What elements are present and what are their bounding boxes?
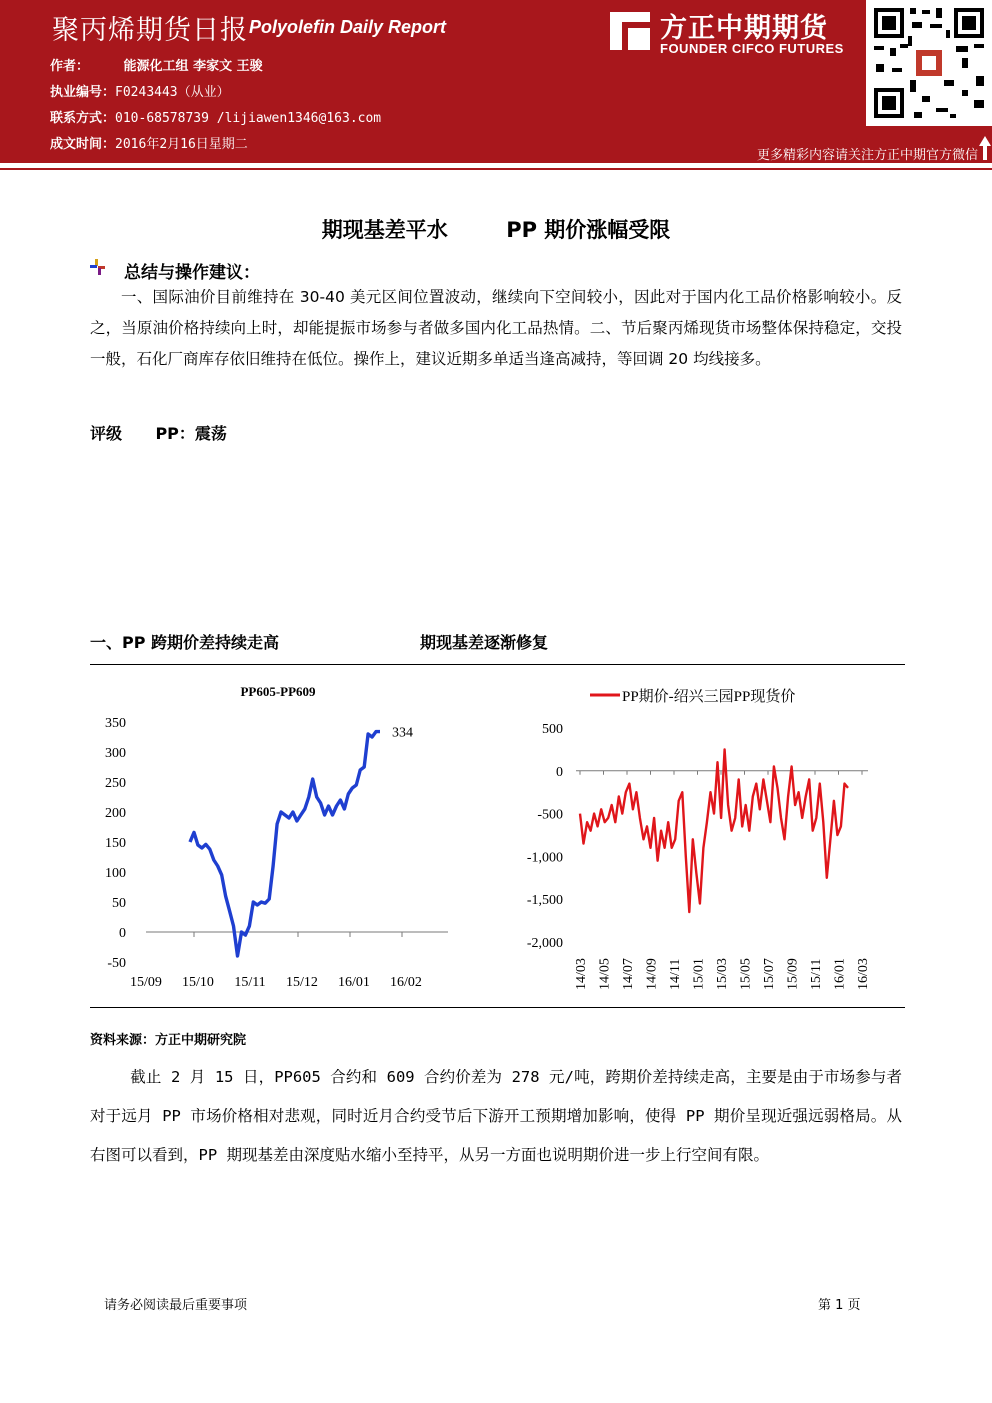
spread-x-tick-label: 16/02 [390, 975, 422, 990]
basis-x-tick-label: 14/11 [668, 958, 683, 990]
author-row [50, 55, 263, 74]
date-row [50, 133, 248, 152]
spread-series-line [190, 732, 380, 956]
spread-y-tick-label: 0 [119, 926, 126, 941]
spread-y-tick-label: 50 [112, 896, 126, 911]
section-heading-basis: 期现基差逐渐修复 [420, 633, 549, 652]
footer-notice: 请务必阅读最后重要事项 [104, 1298, 248, 1313]
brand-name-en: FOUNDER CIFCO FUTURES [660, 41, 844, 56]
spread-y-tick-label: 200 [105, 806, 126, 821]
basis-y-tick-label: -1,000 [526, 850, 563, 866]
summary-heading: 总结与操作建议： [124, 263, 260, 283]
author-value: 能源化工组 李家文 王骏 [123, 59, 263, 74]
contact-label: 联系方式： [50, 111, 116, 126]
document-title: 期现基差平水 PP 期价涨幅受限 [321, 218, 671, 242]
basis-x-tick-label: 14/09 [644, 958, 660, 990]
license-label: 执业编号： [50, 85, 116, 100]
spread-x-tick-label: 15/11 [234, 975, 266, 990]
brand-name-cn: 方正中期期货 [660, 13, 828, 44]
basis-y-tick-label: -1,500 [526, 893, 563, 909]
spread-end-value-label: 334 [392, 725, 413, 741]
basis-y-tick-label: -500 [537, 807, 563, 823]
basis-legend-label: PP期价-绍兴三园PP现货价 [622, 689, 796, 705]
basis-x-tick-label: 15/05 [738, 958, 754, 990]
spread-y-tick-label: 350 [105, 716, 126, 731]
basis-x-tick-label: 14/07 [621, 958, 636, 990]
basis-x-tick-label: 15/09 [785, 958, 801, 990]
report-header [0, 0, 992, 163]
spread-y-tick-label: 250 [105, 776, 126, 791]
contact-row [50, 107, 381, 126]
wechat-qr-code[interactable] [866, 0, 992, 126]
basis-x-tick-label: 14/03 [574, 958, 589, 990]
header-divider [0, 168, 992, 170]
basis-series-line [580, 749, 848, 912]
basis-x-tick-label: 15/11 [809, 958, 824, 990]
spread-y-tick-label: -50 [107, 956, 126, 971]
analysis-paragraph: 截止 2 月 15 日，PP605 合约和 609 合约价差为 278 元/吨，跨期价差持续走高，主要是由于市场参与者对于远月 PP 市场价格相对悲观，同时近月合约受节后下游开工预期增加影响，使得 PP 期价呈现近强远弱格局。从右图可以看到，PP 期现基差由深度贴水缩小至持平，从另一方面也说明期价进一步上行空间有限。 [90, 1068, 902, 1164]
page-number: 第 1 页 [818, 1298, 861, 1313]
spread-chart-title: PP605-PP609 [240, 684, 316, 699]
spread-x-tick-label: 15/09 [130, 975, 162, 990]
license-row [50, 81, 230, 100]
basis-x-tick-label: 16/01 [832, 958, 848, 990]
founder-logo-icon [606, 8, 654, 54]
basis-y-tick-label: 0 [556, 764, 563, 780]
report-title-cn: 聚丙烯期货日报 [52, 15, 248, 46]
license-value: F0243443（从业） [115, 85, 230, 100]
chart-top-rule [90, 664, 905, 665]
spread-y-tick-label: 150 [105, 836, 126, 851]
basis-y-tick-label: -2,000 [526, 936, 563, 951]
author-label: 作者： [50, 59, 90, 74]
basis-x-tick-label: 14/05 [597, 958, 613, 990]
spread-x-tick-label: 15/10 [182, 975, 214, 990]
section-heading-spread: 一、PP 跨期价差持续走高 [90, 633, 280, 652]
basis-x-tick-label: 15/07 [762, 958, 777, 990]
basis-x-tick-label: 15/03 [715, 958, 730, 990]
date-label: 成文时间： [50, 137, 116, 152]
report-title-en: Polyolefin Daily Report [249, 17, 447, 37]
bullet-diamond-icon [90, 259, 106, 275]
spread-x-tick-label: 15/12 [286, 975, 318, 990]
contact-value: 010-68578739 /lijiawen1346@163.com [115, 111, 382, 126]
rating-label: 评级 [90, 424, 123, 443]
follow-wechat-text: 更多精彩内容请关注方正中期官方微信 [756, 148, 978, 163]
arrow-up-icon [978, 134, 992, 162]
basis-chart [510, 672, 905, 1002]
spread-x-tick-label: 16/01 [338, 975, 370, 990]
spread-y-tick-label: 100 [105, 866, 126, 881]
date-value: 2016年2月16日星期二 [115, 137, 248, 152]
rating-row [90, 421, 227, 444]
data-source: 资料来源：方正中期研究院 [90, 1033, 247, 1048]
spread-y-tick-label: 300 [105, 746, 126, 761]
spread-chart [90, 672, 450, 1002]
summary-paragraph: 一、国际油价目前维持在 30-40 美元区间位置波动，继续向下空间较小，因此对于国内化工品价格影响较小。反之，当原油价格持续向上时，却能提振市场参与者做多国内化工品热情。二、节后聚丙烯现货市场整体保持稳定，交投一般，石化厂商库存依旧维持在低位。操作上，建议近期多单适当逢高减持，等回调 20 均线接多。 [90, 288, 902, 368]
basis-x-tick-label: 16/03 [856, 958, 871, 990]
rating-value: PP：震荡 [155, 424, 227, 443]
basis-y-tick-label: 500 [542, 722, 563, 737]
chart-bottom-rule [90, 1007, 905, 1008]
basis-x-tick-label: 15/01 [691, 958, 707, 990]
